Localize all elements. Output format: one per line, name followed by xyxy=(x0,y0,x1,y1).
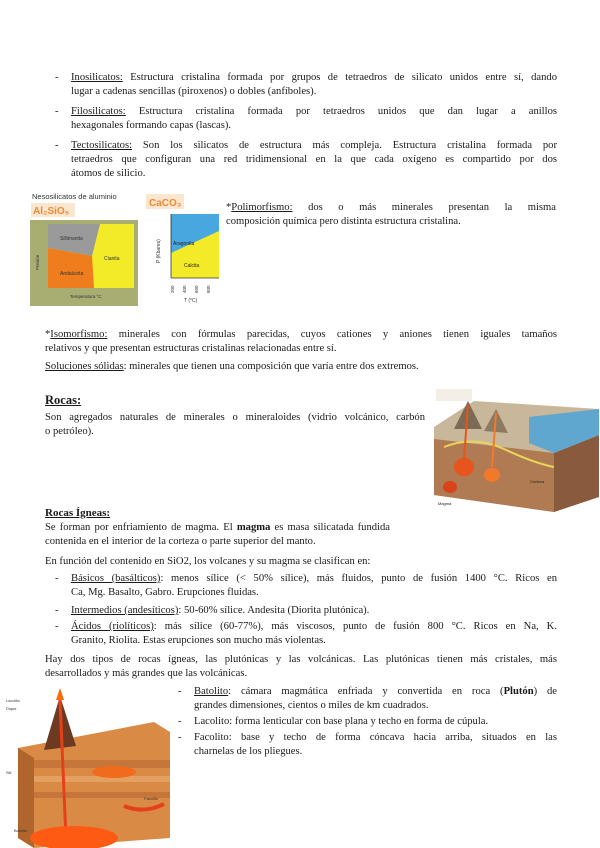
al2sio5-formula: Al₂SiO₅ xyxy=(33,206,70,217)
igneas-text-3b: desarrollados y más grandes que las volcánicas. xyxy=(45,668,248,679)
magma-chamber xyxy=(443,481,457,493)
caco3-x-tick: 200 xyxy=(170,285,175,293)
list-item-filosilicatos xyxy=(55,105,557,133)
pluton-label: Batolito xyxy=(14,828,28,833)
term-polimorfismo: Polimorfismo: xyxy=(231,202,293,213)
caco3-axis-x: T (°C) xyxy=(184,298,198,304)
dash-marker: - xyxy=(55,573,59,584)
caco3-x-tick: 400 xyxy=(182,285,187,293)
basicos-text-2: Ca, Mg. Basalto, Gabro. Erupciones fluidas. xyxy=(71,587,259,598)
term-soluciones-solidas: Soluciones sólidas xyxy=(45,361,124,372)
term-inosilicatos: Inosilicatos: xyxy=(71,72,123,83)
caco3-axis-y: P (Kbares) xyxy=(156,239,162,263)
basicos-text-1: : menos sílice (< 50% sílice), más fluidos, punto de fusión 1400 °C. Ricos en xyxy=(160,573,558,584)
facolito-text-1: Facolito: base y techo de forma cóncava hacia arriba, situados en las xyxy=(194,732,557,743)
text-filosilicatos-2: hexagonales formando capas (lascas). xyxy=(71,120,232,131)
list-item-tectosilicatos xyxy=(55,139,557,181)
asterisk: * xyxy=(45,329,51,340)
figure-al2sio5-phase-diagram xyxy=(30,190,138,306)
dash-marker: - xyxy=(55,106,59,117)
rock-layer xyxy=(34,760,170,768)
section-heading-rocas: Rocas: xyxy=(45,393,82,407)
text-filosilicatos-1: Estructura cristalina formada por tetraedros unidos que dan lugar a anillos xyxy=(138,106,557,117)
text-tectosilicatos-3: átomos de silicio. xyxy=(71,168,146,179)
igneas-text-1a: Se forman por enfriamiento de magma. El xyxy=(45,522,237,533)
rocas-text-1: Son agregados naturales de minerales o mineraloides (vidrio volcánico, carbón xyxy=(45,412,425,423)
dash-marker: - xyxy=(178,686,182,697)
isomorfismo-paragraph xyxy=(45,328,557,356)
dash-marker: - xyxy=(55,621,59,632)
text-tectosilicatos-1: Son los silicatos de estructura más compleja. Estructura cristalina formada por xyxy=(142,140,557,151)
dash-marker: - xyxy=(55,605,59,616)
rocas-text-2: o petróleo). xyxy=(45,426,94,437)
acidos-text-1: : más sílice (60-77%), más viscosos, punto de fusión 800 °C. Ricos en Na, K. xyxy=(153,621,557,632)
igneas-paragraph-1 xyxy=(45,521,390,549)
igneas-paragraph-3 xyxy=(45,653,557,681)
magma-chamber xyxy=(454,458,474,476)
caco3-x-tick: 600 xyxy=(194,285,199,293)
term-acidos: Ácidos (riolíticos) xyxy=(71,621,154,632)
igneas-text-3a: Hay dos tipos de rocas ígneas, las plutónicas y las volcánicas. Las plutónicas tienen más cristales, más xyxy=(45,654,557,665)
caco3-formula: CaCO₃ xyxy=(149,198,182,209)
list-item-intermedios xyxy=(55,604,557,618)
term-intermedios: Intermedios (andesíticos) xyxy=(71,605,179,616)
volcano-label: Magma xyxy=(438,501,452,506)
caco3-x-tick: 800 xyxy=(206,285,211,293)
soluciones-solidas-paragraph xyxy=(45,360,557,374)
facolito-text-2: charnelas de los pliegues. xyxy=(194,746,303,757)
text-tectosilicatos-2: tetraedros que configuran una red tridimensional en la que cada oxígeno es compartido por dos xyxy=(71,154,557,165)
text-inosilicatos-2: lugar a cadenas sencillas (piroxenos) o dobles (anfíboles). xyxy=(71,86,317,97)
figure-caco3-phase-diagram xyxy=(142,193,222,307)
al2sio5-title: Nesosilicatos de aluminio xyxy=(32,192,117,201)
term-magma: magma xyxy=(236,522,271,533)
list-item-lacolito xyxy=(178,715,557,729)
figure-volcano-block-diagram xyxy=(434,387,599,512)
volcano-label: Corteza xyxy=(530,479,545,484)
caco3-region-label-1: Aragonita xyxy=(173,241,195,247)
lacolith-body xyxy=(92,766,136,778)
dash-marker: - xyxy=(55,140,59,151)
figure-plutonic-structures xyxy=(4,688,172,848)
al2sio5-diagram-svg xyxy=(30,190,138,306)
term-isomorfismo: Isomorfismo: xyxy=(50,329,108,340)
volcano-block-svg xyxy=(434,387,599,512)
list-item-acidos xyxy=(55,620,557,648)
term-pluton: Plutón xyxy=(503,686,534,697)
plutonic-structures-svg xyxy=(4,688,172,848)
polimorfismo-text-2: composición química pero distinta estructura cristalina. xyxy=(226,216,461,227)
rocas-paragraph xyxy=(45,411,425,439)
asterisk: * xyxy=(226,202,232,213)
pluton-label: Facolito xyxy=(144,796,159,801)
list-item-inosilicatos xyxy=(55,71,557,99)
term-filosilicatos: Filosilicatos: xyxy=(71,106,126,117)
pluton-label: Lacolito xyxy=(6,698,20,703)
list-item-basicos xyxy=(55,572,558,600)
legend-box xyxy=(436,389,472,401)
pluton-label: Sill xyxy=(6,770,12,775)
section-heading-rocas-igneas: Rocas Ígneas: xyxy=(45,507,111,519)
batolito-text-b: ) de xyxy=(533,686,557,697)
batolito-text-a: : cámara magmática enfriada y convertida en roca ( xyxy=(228,686,504,697)
term-basicos: Básicos (basálticos) xyxy=(71,573,161,584)
igneas-paragraph-2: En función del contenido en SiO2, los volcanes y su magma se clasifican en: xyxy=(45,556,371,567)
polimorfismo-paragraph xyxy=(226,201,556,229)
dash-marker: - xyxy=(55,72,59,83)
region-label-3: Andalucita xyxy=(60,271,84,277)
al2sio5-axis-x: Temperatura °C xyxy=(70,294,102,299)
soluciones-solidas-text: : minerales que tienen una composición que varía entre dos extremos. xyxy=(123,361,419,372)
dash-marker: - xyxy=(178,716,182,727)
batolito-text-2: grandes dimensiones, cientos o miles de km cuadrados. xyxy=(194,700,429,711)
term-batolito: Batolito xyxy=(194,686,229,697)
igneas-text-1b: es masa silicatada fundida xyxy=(270,522,391,533)
acidos-text-2: Granito, Riolita. Estas erupciones son mucho más violentas. xyxy=(71,635,326,646)
isomorfismo-text-1: minerales con fórmulas parecidas, cuyos cationes y aniones tienen iguales tamaños xyxy=(118,329,557,340)
polimorfismo-text-1: dos o más minerales presentan la misma xyxy=(308,202,556,213)
term-tectosilicatos: Tectosilicatos: xyxy=(71,140,133,151)
magma-chamber xyxy=(484,468,500,482)
text-inosilicatos-1: Estructura cristalina formada por grupos de tetraedros de silicato unidos entre sí, dando xyxy=(130,72,557,83)
dash-marker: - xyxy=(178,732,182,743)
caco3-diagram-svg xyxy=(142,193,222,307)
list-item-facolito xyxy=(178,731,557,759)
region-label-2: Cianita xyxy=(104,256,120,262)
pluton-label: Dique xyxy=(6,706,17,711)
region-label-1: Sillimanita xyxy=(60,236,83,242)
list-item-batolito xyxy=(178,685,557,713)
caco3-region-label-2: Calcita xyxy=(184,263,200,269)
isomorfismo-text-2: relativos y que presentan estructuras cristalinas relacionadas entre sí. xyxy=(45,343,337,354)
crust-side xyxy=(18,748,34,848)
al2sio5-axis-y: Presión xyxy=(35,254,40,270)
intermedios-text: : 50-60% sílice. Andesita (Diorita plutónica). xyxy=(178,605,370,616)
lacolito-text: Lacolito: forma lenticular con base plana y techo en forma de cúpula. xyxy=(194,716,489,727)
igneas-text-1c: contenida en el interior de la corteza o parte superior del manto. xyxy=(45,536,316,547)
